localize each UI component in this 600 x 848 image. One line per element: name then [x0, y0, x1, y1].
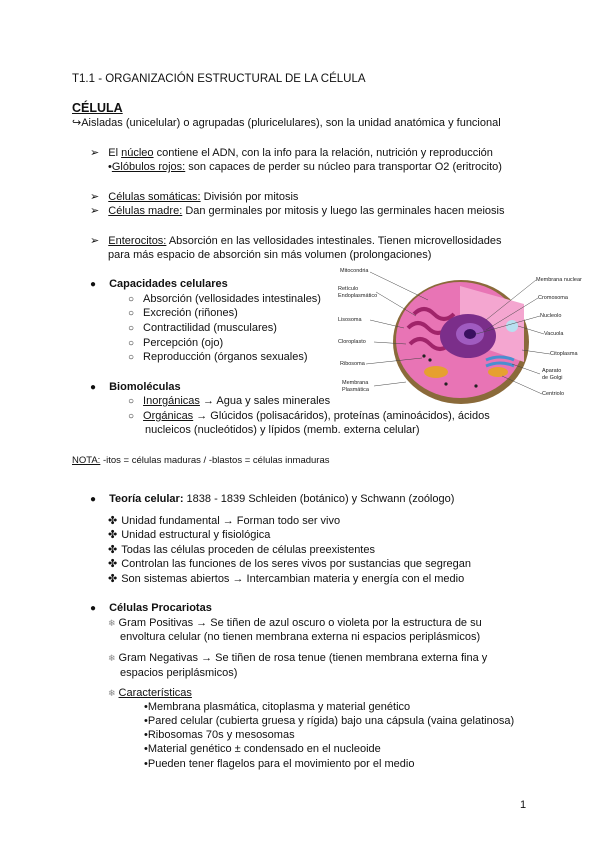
capacidades-heading-line — [90, 277, 228, 292]
cross-bullet-icon: ✤ — [108, 573, 118, 585]
cross-bullet-icon: ✤ — [108, 544, 118, 556]
label-nucleolo: Nucleolo — [540, 313, 562, 319]
gram-negativas-line-2: espacios periplásmicos) — [120, 667, 238, 679]
flower-bullet-icon: ❄ — [108, 618, 116, 628]
caracteristica-item: •Pared celular (cubierta gruesa y rígida) bajo una cápsula (vaina gelatinosa) — [144, 715, 515, 727]
arrow-bullet-icon: ➢ — [90, 205, 100, 217]
caracteristica-item: •Pueden tener flagelos para el movimiento por el medio — [144, 758, 415, 770]
label-endoplasmatico: Endoplasmático — [338, 293, 378, 299]
arrow-bullet-icon: ➢ — [90, 235, 100, 247]
somaticas-line: ➢ Células somáticas: División por mitosis — [90, 191, 299, 203]
biomoleculas-heading-line — [90, 380, 181, 395]
label-centriolo: Centriolo — [542, 391, 565, 397]
label-citoplasma: Citoplasma — [550, 351, 578, 357]
ribosome-shape — [428, 358, 431, 361]
somaticas-term: Células somáticas: — [108, 191, 201, 203]
cell-illustration — [336, 264, 588, 414]
teoria-item: ✤ Son sistemas abiertos → Intercambian materia y energía con el medio — [108, 573, 465, 585]
gram-positivas-line: ❄ Gram Positivas → Se tiñen de azul oscuro o violeta por la estructura de su — [108, 617, 482, 629]
circle-bullet-icon: ○ — [128, 294, 135, 305]
cross-bullet-icon: ✤ — [108, 529, 118, 541]
organicas-line-2: nucleicos (nucleótidos) y lípidos (memb. externa celular) — [145, 424, 420, 436]
caracteristicas-heading-line — [108, 686, 192, 700]
circle-bullet-icon: ○ — [128, 352, 135, 363]
label-ribosoma: Ribosoma — [340, 361, 365, 367]
mitochondria-shape — [488, 367, 508, 377]
dot-bullet-icon: • — [108, 161, 112, 173]
vacuole-shape — [506, 320, 518, 332]
page-title: T1.1 - ORGANIZACIÓN ESTRUCTURAL DE LA CÉLULA — [72, 73, 366, 85]
capacidades-item: ○ Reproducción (órganos sexuales) — [128, 351, 308, 363]
mitochondria-shape — [424, 366, 448, 378]
round-bullet-icon: ● — [90, 603, 97, 614]
round-bullet-icon: ● — [90, 494, 97, 505]
cross-bullet-icon: ✤ — [108, 515, 118, 527]
dot-bullet-icon: • — [144, 729, 148, 741]
label-cloroplasto: Cloroplasto — [338, 339, 366, 345]
label-mitocondria: Mitocondria — [340, 268, 369, 274]
caracteristicas-heading: Características — [118, 687, 192, 699]
nota-text: -itos = células maduras / -blastos = células inmaduras — [100, 455, 330, 466]
capacidades-heading: Capacidades celulares — [109, 278, 228, 290]
hook-arrow-icon: ↪ — [72, 117, 82, 129]
dot-bullet-icon: • — [144, 743, 148, 755]
globulos-term: Glóbulos rojos: — [111, 161, 186, 173]
capacidades-item: ○ Absorción (vellosidades intestinales) — [128, 293, 321, 305]
round-bullet-icon: ● — [90, 382, 97, 393]
teoria-item: ✤ Unidad fundamental → Forman todo ser vivo — [108, 515, 341, 527]
flower-bullet-icon: ❄ — [108, 688, 116, 698]
label-cromosoma: Cromosoma — [538, 295, 568, 301]
procariotas-heading: Células Procariotas — [109, 602, 212, 614]
arrow-bullet-icon: ➢ — [90, 191, 100, 203]
label-lisosoma: Lisosoma — [338, 317, 362, 323]
madre-term: Células madre: — [108, 205, 183, 217]
caracteristica-item: •Material genético ± condensado en el nucleoide — [144, 743, 381, 755]
cross-bullet-icon: ✤ — [108, 558, 118, 570]
label-membrana: Membrana — [342, 380, 369, 386]
section-heading-celula: CÉLULA — [72, 101, 123, 115]
teoria-heading-line: ● Teoría celular: 1838 - 1839 Schleiden (botánico) y Schwann (zoólogo) — [90, 493, 455, 505]
biomoleculas-heading: Biomoléculas — [109, 381, 181, 393]
circle-bullet-icon: ○ — [128, 323, 135, 334]
caracteristica-item: •Ribosomas 70s y mesosomas — [144, 729, 295, 741]
madre-line: ➢ Células madre: Dan germinales por mitosis y luego las germinales hacen meiosis — [90, 205, 505, 217]
label-plasmatica: Plasmática — [342, 387, 369, 393]
circle-bullet-icon: ○ — [128, 338, 135, 349]
intro-text: Aisladas (unicelular) o agrupadas (pluricelulares), son la unidad anatómica y funcional — [81, 117, 501, 129]
ribosome-shape — [474, 384, 477, 387]
nota-line — [72, 454, 330, 468]
round-bullet-icon: ● — [90, 279, 97, 290]
enterocitos-line-2: para más espacio de absorción sin más volumen (prolongaciones) — [108, 249, 432, 261]
caracteristica-item: •Membrana plasmática, citoplasma y material genético — [144, 701, 411, 713]
nota-label: NOTA: — [72, 455, 101, 466]
globulos-line: •Glóbulos rojos: son capaces de perder su núcleo para transportar O2 (eritrocito) — [108, 161, 502, 173]
arrow-bullet-icon: ➢ — [90, 147, 100, 159]
label-vacuola: Vacuola — [544, 331, 564, 337]
dot-bullet-icon: • — [144, 758, 148, 770]
ribosome-shape — [422, 354, 425, 357]
intro-line — [72, 116, 501, 130]
ribosome-shape — [444, 382, 447, 385]
nucleolus-core-shape — [464, 329, 476, 339]
organicas-line: ○ Orgánicas → Glúcidos (polisacáridos), proteínas (aminoácidos), ácidos — [128, 410, 490, 422]
page-number: 1 — [520, 799, 527, 811]
teoria-item: ✤ Todas las células proceden de células preexistentes — [108, 544, 375, 556]
teoria-heading: Teoría celular: — [109, 493, 184, 505]
inorganicas-line: ○ Inorgánicas → Agua y sales minerales — [128, 395, 331, 407]
label-reticulo: Retículo — [338, 286, 359, 292]
gram-positivas-line-2: envoltura celular (no tienen membrana externa ni espacios periplásmicos) — [120, 631, 481, 643]
circle-bullet-icon: ○ — [128, 308, 135, 319]
label-membrana-nuclear: Membrana nuclear — [536, 277, 582, 283]
procariotas-heading-line — [90, 601, 212, 616]
capacidades-item: ○ Excreción (riñones) — [128, 307, 238, 319]
dot-bullet-icon: • — [144, 715, 148, 727]
flower-bullet-icon: ❄ — [108, 653, 116, 663]
gram-negativas-line: ❄ Gram Negativas → Se tiñen de rosa tenue (tienen membrana externa fina y — [108, 652, 488, 664]
label-de-golgi: de Golgi — [542, 375, 563, 381]
nucleo-line: ➢ El núcleo contiene el ADN, con la info para la relación, nutrición y reproducción — [90, 147, 493, 159]
circle-bullet-icon: ○ — [128, 411, 135, 422]
label-aparato: Aparato — [542, 368, 562, 374]
teoria-item: ✤ Unidad estructural y fisiológica — [108, 529, 271, 541]
circle-bullet-icon: ○ — [128, 396, 135, 407]
nucleo-term: núcleo — [121, 147, 154, 159]
teoria-item: ✤ Controlan las funciones de los seres vivos por sustancias que segregan — [108, 558, 471, 570]
enterocitos-term: Enterocitos: — [108, 235, 167, 247]
capacidades-item: ○ Percepción (ojo) — [128, 337, 224, 349]
dot-bullet-icon: • — [144, 701, 148, 713]
enterocitos-line: ➢ Enterocitos: Absorción en las vellosidades intestinales. Tienen microvellosidades — [90, 235, 502, 247]
capacidades-item: ○ Contractilidad (musculares) — [128, 322, 277, 334]
